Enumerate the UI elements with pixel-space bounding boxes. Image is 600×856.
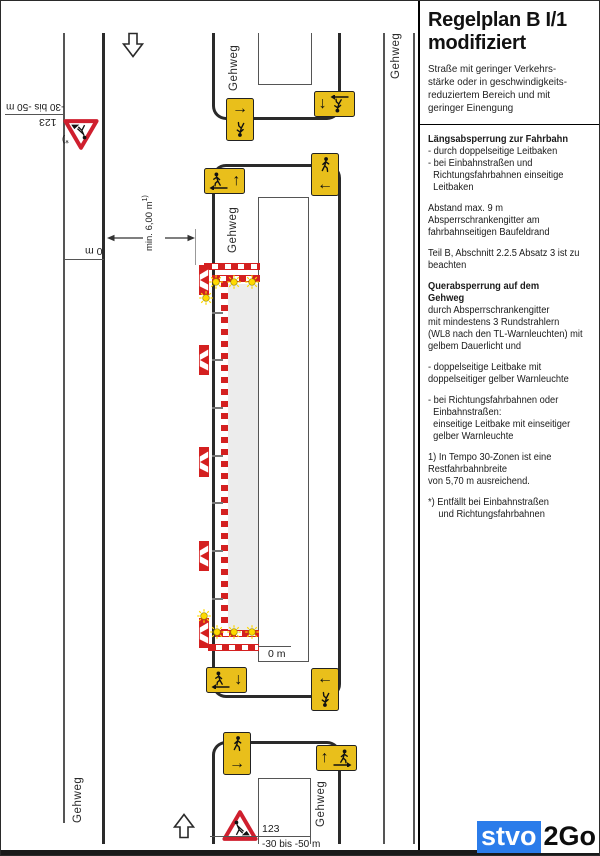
right-street-edge-1 xyxy=(383,33,385,844)
station-zero-bottom-line xyxy=(258,646,291,647)
subtitle-line: geringer Einengung xyxy=(428,102,514,115)
dimension-note-ref: 1) xyxy=(142,195,149,202)
text-line: durch Absperrschrankengitter xyxy=(428,305,550,317)
text-line: 1) In Tempo 30-Zonen ist eine xyxy=(428,452,552,464)
gehweg-label-mid: Gehweg xyxy=(227,206,239,253)
text-line: Leitbaken xyxy=(428,182,474,194)
ped-sign-upper-cross-right xyxy=(311,153,339,196)
warning-light-icon xyxy=(244,624,260,640)
text-line: gelbem Dauerlicht und xyxy=(428,341,522,353)
sign-leader-line-top xyxy=(5,114,64,115)
dimension-value: min. 6,00 m xyxy=(144,201,156,251)
text-line: (WL8 nach den TL-Warnleuchten) mit xyxy=(428,329,583,341)
arrow-up-icon: ↑ xyxy=(232,172,241,189)
pedestrian-icon xyxy=(230,735,245,753)
warning-light-icon xyxy=(209,624,225,640)
text-line: beachten xyxy=(428,260,467,272)
footnote-tempo30 xyxy=(428,452,592,488)
section-heading: Gehweg xyxy=(428,293,465,305)
barrier-joint-tick xyxy=(212,312,223,314)
leitbake-icon xyxy=(199,541,209,571)
pedestrian-arrow-icon xyxy=(332,749,352,767)
logo-part-2go: 2Go xyxy=(541,821,599,853)
barrier-joint-tick xyxy=(212,502,223,504)
text-line: Einbahnstraßen: xyxy=(428,407,502,419)
stvo2go-logo xyxy=(477,821,599,853)
panel-divider xyxy=(420,124,600,125)
sign-number-bottom: 123 xyxy=(262,823,280,835)
text-line: Absperrschrankengitter am xyxy=(428,215,540,227)
warning-light-icon xyxy=(244,274,260,290)
pedestrian-icon xyxy=(318,156,333,174)
plan-title-line1: Regelplan B I/1 xyxy=(428,9,567,31)
ped-sign-top-left xyxy=(226,98,254,141)
text-line: Teil B, Abschnitt 2.2.5 Absatz 3 ist zu xyxy=(428,248,580,260)
logo-part-stvo: stvo xyxy=(477,821,542,853)
cross-barrier-top-outer xyxy=(204,263,260,270)
work-zone-area xyxy=(226,284,258,631)
dimension-extension-line xyxy=(195,229,196,265)
arrow-down-icon: ↓ xyxy=(318,95,327,112)
ped-sign-bottom-left xyxy=(223,732,251,775)
pedestrian-arrow-icon xyxy=(330,95,350,113)
plan-title-line2: modifiziert xyxy=(428,32,526,54)
footnote-entfaellt xyxy=(428,497,592,521)
station-zero-bottom: 0 m xyxy=(268,648,286,660)
ped-sign-top-right xyxy=(314,91,355,117)
section-heading: Längsabsperrung zur Fahrbahn xyxy=(428,134,569,146)
pedestrian-arrow-icon xyxy=(209,172,229,190)
section-laengsabsperrung xyxy=(428,134,592,194)
text-line: *) Entfällt bei Einbahnstraßen xyxy=(428,497,549,509)
warning-light-icon xyxy=(196,608,212,624)
traffic-direction-down-icon xyxy=(122,32,144,63)
longitudinal-barrier xyxy=(221,281,228,634)
text-line: - doppelseitige Leitbake mit xyxy=(428,362,542,374)
footnote-marker: *) xyxy=(62,134,69,145)
section-teil-b xyxy=(428,248,592,272)
subtitle-line: reduziertem Bereich und mit xyxy=(428,89,551,102)
pedestrian-icon xyxy=(318,690,333,708)
ped-sign-lower-cross-left xyxy=(206,667,247,693)
plan-title xyxy=(428,9,593,55)
subtitle-line: stärke oder in geschwindigkeits- xyxy=(428,76,567,89)
section-querabsperrung xyxy=(428,281,592,353)
warning-light-icon xyxy=(226,624,242,640)
sidewalk-edge-far-left xyxy=(63,33,65,823)
ped-sign-bottom-right xyxy=(316,745,357,771)
arrow-right-icon: → xyxy=(229,754,245,772)
text-line: - durch doppelseitige Leitbaken xyxy=(428,146,558,158)
arrow-down-icon: ↓ xyxy=(234,671,243,688)
section-abstand xyxy=(428,203,592,239)
gehweg-label-top-right: Gehweg xyxy=(390,32,402,79)
sign-distance-bottom: -30 bis -50 m xyxy=(262,839,321,850)
sign-leader-line-bottom xyxy=(210,836,311,837)
text-line: und Richtungsfahrbahnen xyxy=(428,509,545,521)
pedestrian-arrow-icon xyxy=(211,671,231,689)
gehweg-label-bottom-left: Gehweg xyxy=(72,776,84,823)
gehweg-label-top-inner: Gehweg xyxy=(228,44,240,91)
leitbake-icon xyxy=(199,447,209,477)
dimension-label xyxy=(142,189,155,251)
pedestrian-icon xyxy=(233,120,248,138)
warning-light-icon xyxy=(198,290,214,306)
section-richtungsfahrbahnen xyxy=(428,395,592,443)
warning-light-icon xyxy=(208,274,224,290)
plan-subtitle xyxy=(428,63,592,115)
section-heading: Querabsperrung auf dem xyxy=(428,281,540,293)
arrow-up-icon: ↑ xyxy=(320,749,329,766)
building-middle xyxy=(258,197,309,662)
text-line: Abstand max. 9 m xyxy=(428,203,503,215)
barrier-joint-tick xyxy=(212,359,223,361)
panel-body xyxy=(428,134,592,521)
info-panel xyxy=(418,1,600,856)
text-line: gelber Warnleuchte xyxy=(428,431,514,443)
left-curb-line xyxy=(102,33,105,844)
ped-sign-lower-cross-right xyxy=(311,668,339,711)
subtitle-line: Straße mit geringer Verkehrs- xyxy=(428,63,557,75)
text-line: doppelseitiger gelber Warnleuchte xyxy=(428,374,569,386)
text-line: Richtungsfahrbahnen einseitige xyxy=(428,170,564,182)
barrier-joint-tick xyxy=(212,550,223,552)
text-line: - bei Richtungsfahrbahnen oder xyxy=(428,395,559,407)
station-zero-left-line xyxy=(63,259,104,260)
leitbake-icon xyxy=(199,345,209,375)
sign-distance-top: -30 bis -50 m xyxy=(6,101,65,112)
text-line: fahrbahnseitigen Baufeldrand xyxy=(428,227,550,239)
warning-light-icon xyxy=(226,274,242,290)
building-top xyxy=(258,33,312,85)
section-doppelseitige-leitbake xyxy=(428,362,592,386)
barrier-joint-tick xyxy=(212,598,223,600)
cross-barrier-bottom-outer xyxy=(208,644,259,651)
text-line: von 5,70 m ausreichend. xyxy=(428,476,530,488)
arrow-left-icon: ← xyxy=(317,175,333,193)
arrow-left-icon: ← xyxy=(317,670,333,688)
gehweg-label-bottom-right: Gehweg xyxy=(315,780,327,827)
arrow-right-icon: → xyxy=(232,100,248,118)
text-line: - bei Einbahnstraßen und xyxy=(428,158,533,170)
right-street-edge-2 xyxy=(413,33,415,844)
barrier-joint-tick xyxy=(212,455,223,457)
sign-number-top: 123 xyxy=(39,116,57,128)
text-line: Restfahrbahnbreite xyxy=(428,464,508,476)
traffic-direction-up-icon xyxy=(173,808,195,839)
text-line: einseitige Leitbake mit einseitiger xyxy=(428,419,571,431)
roadworks-sign-bottom-icon xyxy=(222,810,258,847)
station-zero-left: 0 m xyxy=(85,245,103,257)
text-line: mit mindestens 3 Rundstrahlern xyxy=(428,317,560,329)
ped-sign-upper-cross-left xyxy=(204,168,245,194)
barrier-joint-tick xyxy=(212,407,223,409)
